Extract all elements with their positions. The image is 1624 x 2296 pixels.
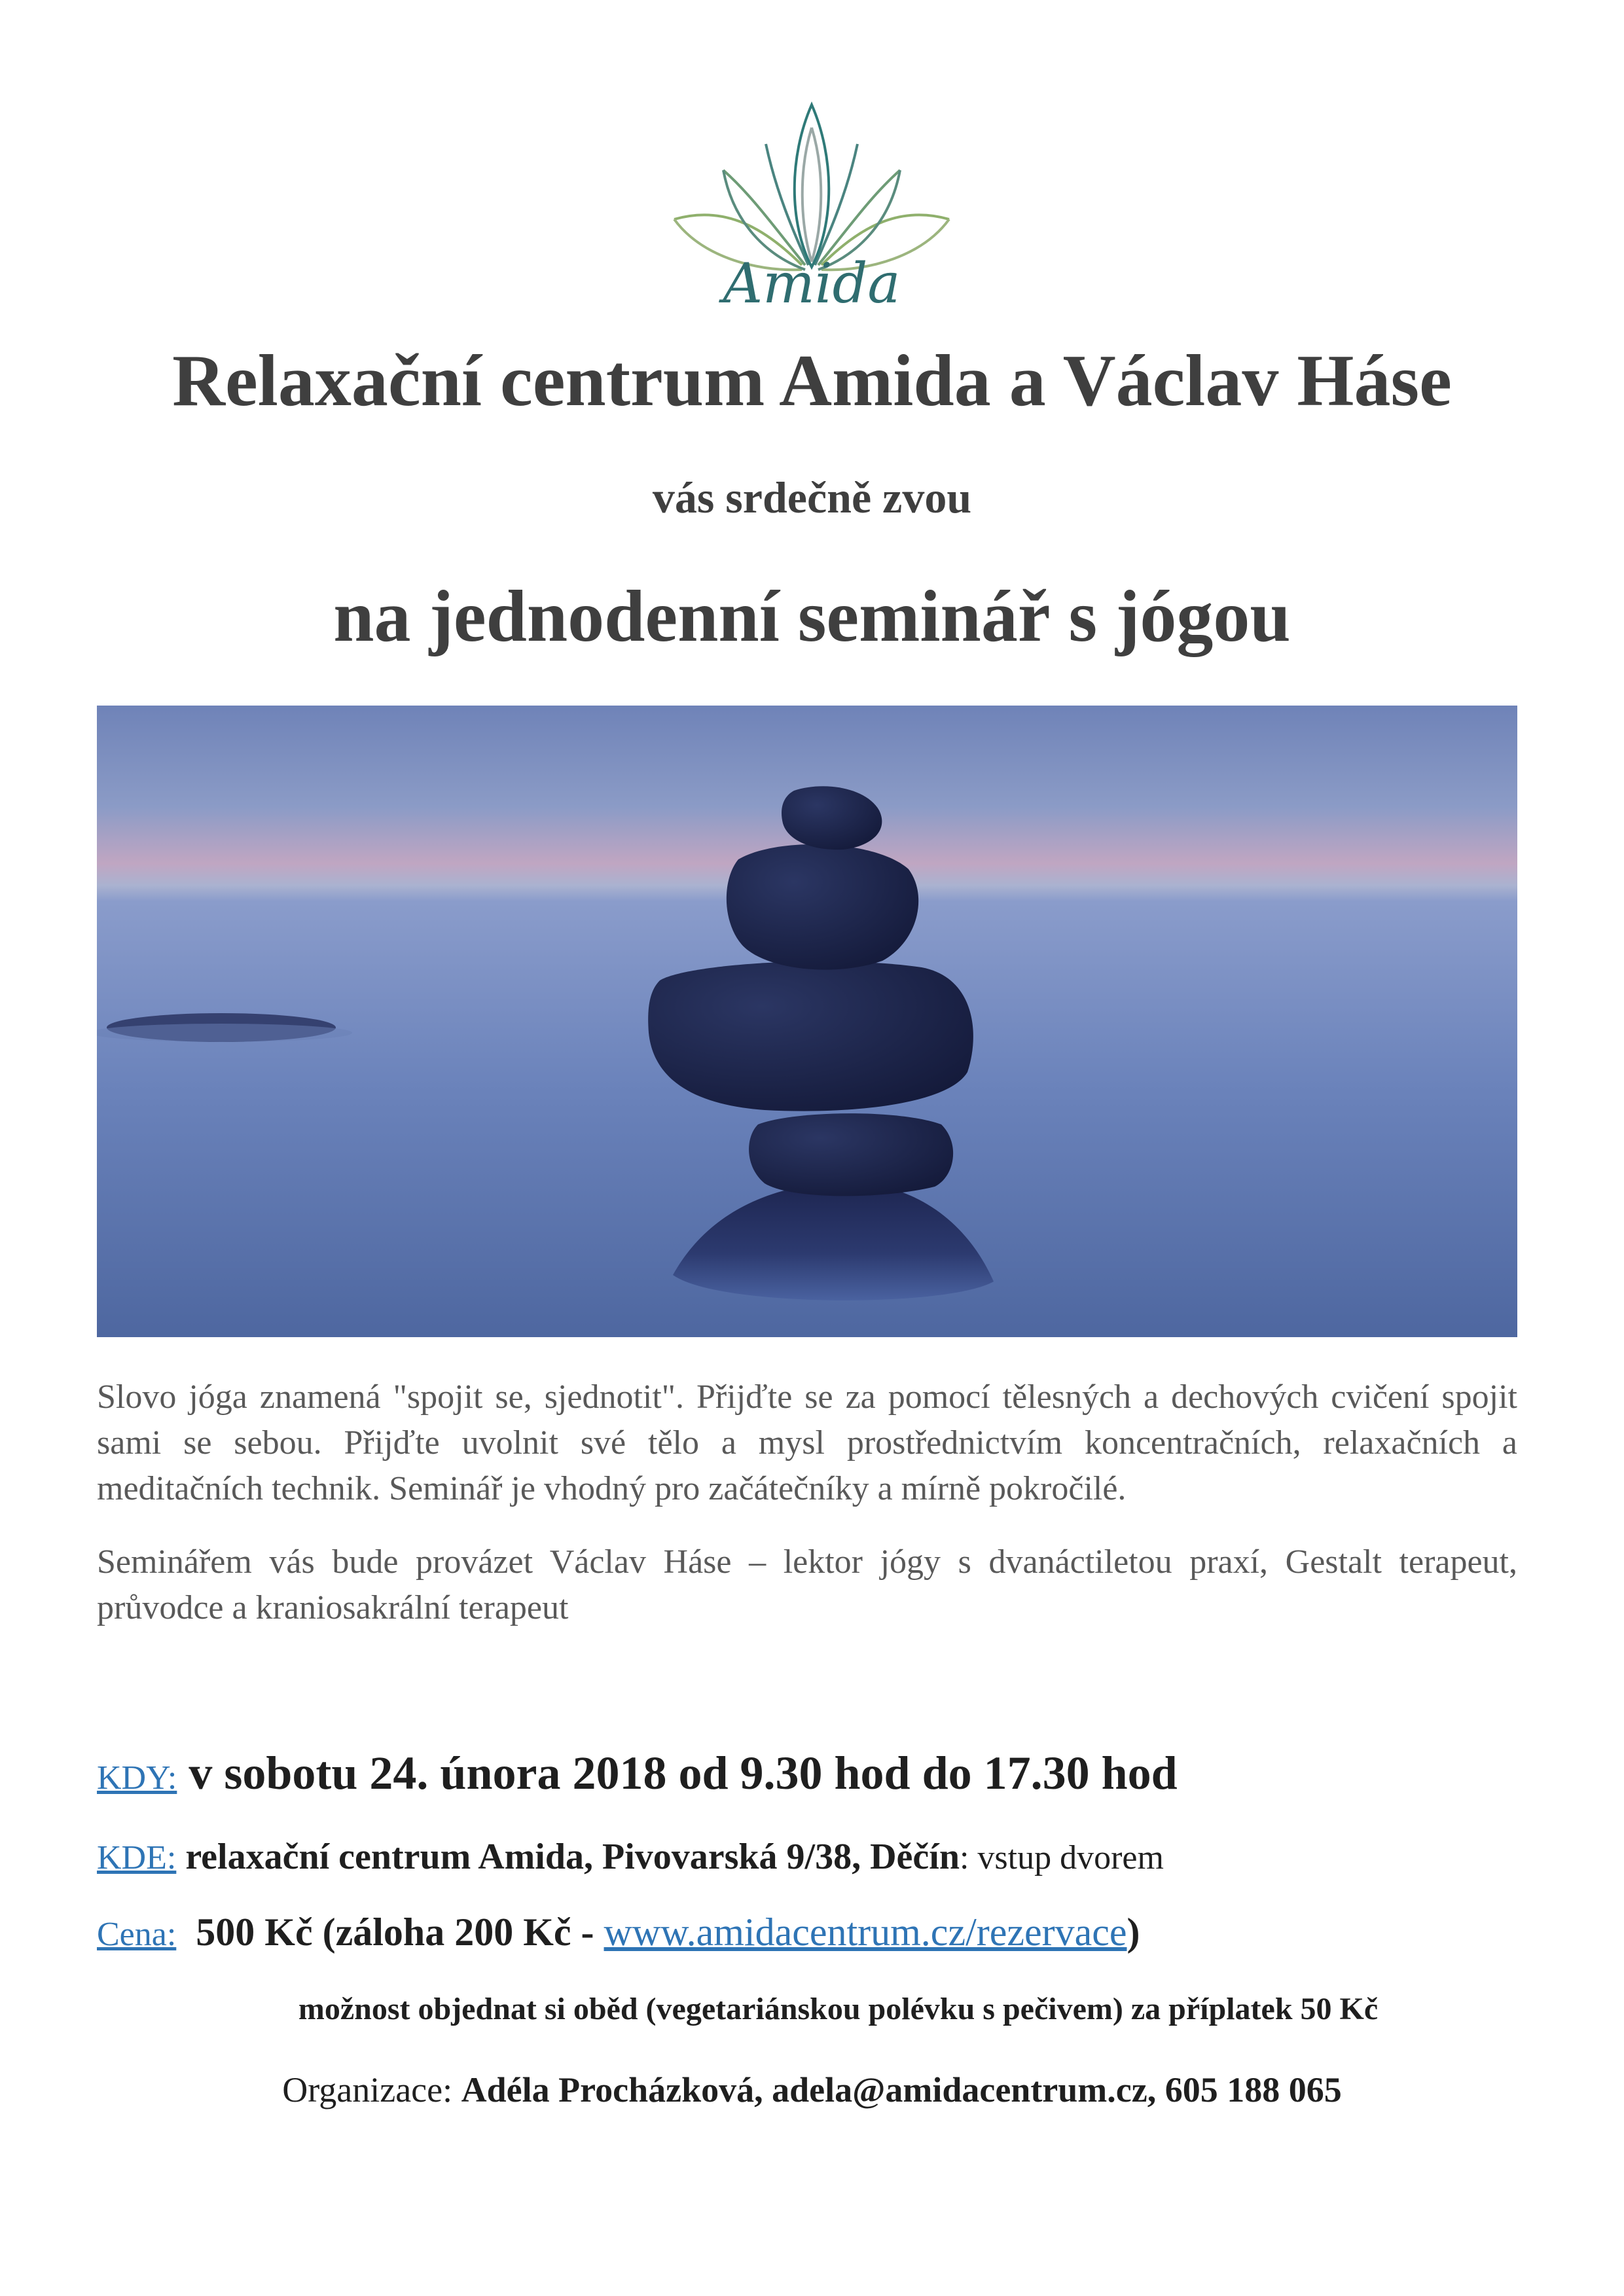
when-value: v sobotu 24. února 2018 od 9.30 hod do 17.30 hod <box>189 1747 1178 1799</box>
seminar-headline: na jednodenní seminář s jógou <box>333 576 1291 657</box>
price-value: 500 Kč (záloha 200 Kč - <box>196 1910 604 1954</box>
lunch-note: možnost objednat si oběd (vegetariánskou polévku s pečivem) za příplatek 50 Kč <box>298 1992 1379 2026</box>
stacked-stones-photo <box>97 706 1517 1337</box>
when-label[interactable]: KDY: <box>97 1759 177 1797</box>
invitation-subtitle: vás srdečně zvou <box>652 473 972 522</box>
where-value: relaxační centrum Amida, Pivovarská 9/38, Děčín <box>185 1837 960 1877</box>
where-note: : vstup dvorem <box>959 1839 1164 1876</box>
price-close: ) <box>1127 1910 1140 1954</box>
where-label[interactable]: KDE: <box>97 1839 177 1876</box>
organizer-contact: Adéla Procházková, adela@amidacentrum.cz, 605 188 065 <box>461 2070 1342 2109</box>
price-line <box>97 1910 1140 1955</box>
intro-paragraph: Slovo jóga znamená "spojit se, sjednotit". Přijďte se za pomocí tělesných a dechových cvičení spojit sami se sebou. Přijďte uvolnit své tělo a mysl prostřednictvím koncentračních, relaxačních a meditačních technik. Seminář je vhodný pro začátečníky a mírně pokročilé. <box>97 1378 1517 1507</box>
amida-logo <box>661 98 962 314</box>
page-title: Relaxační centrum Amida a Václav Háse <box>172 340 1452 422</box>
organizer-line <box>0 2070 1624 2110</box>
where-line <box>97 1836 1164 1878</box>
lecturer-paragraph: Seminářem vás bude provázet Václav Háse – lektor jógy s dvanáctiletou praxí, Gestalt terapeut, průvodce a kraniosakrální terapeut <box>97 1543 1517 1626</box>
price-label[interactable]: Cena: <box>97 1916 177 1953</box>
lotus-icon <box>674 105 949 270</box>
logo-wordmark: Amida <box>723 251 901 314</box>
reservation-link[interactable]: www.amidacentrum.cz/rezervace <box>604 1910 1127 1954</box>
organizer-label: Organizace: <box>282 2070 461 2109</box>
when-line <box>97 1746 1178 1801</box>
